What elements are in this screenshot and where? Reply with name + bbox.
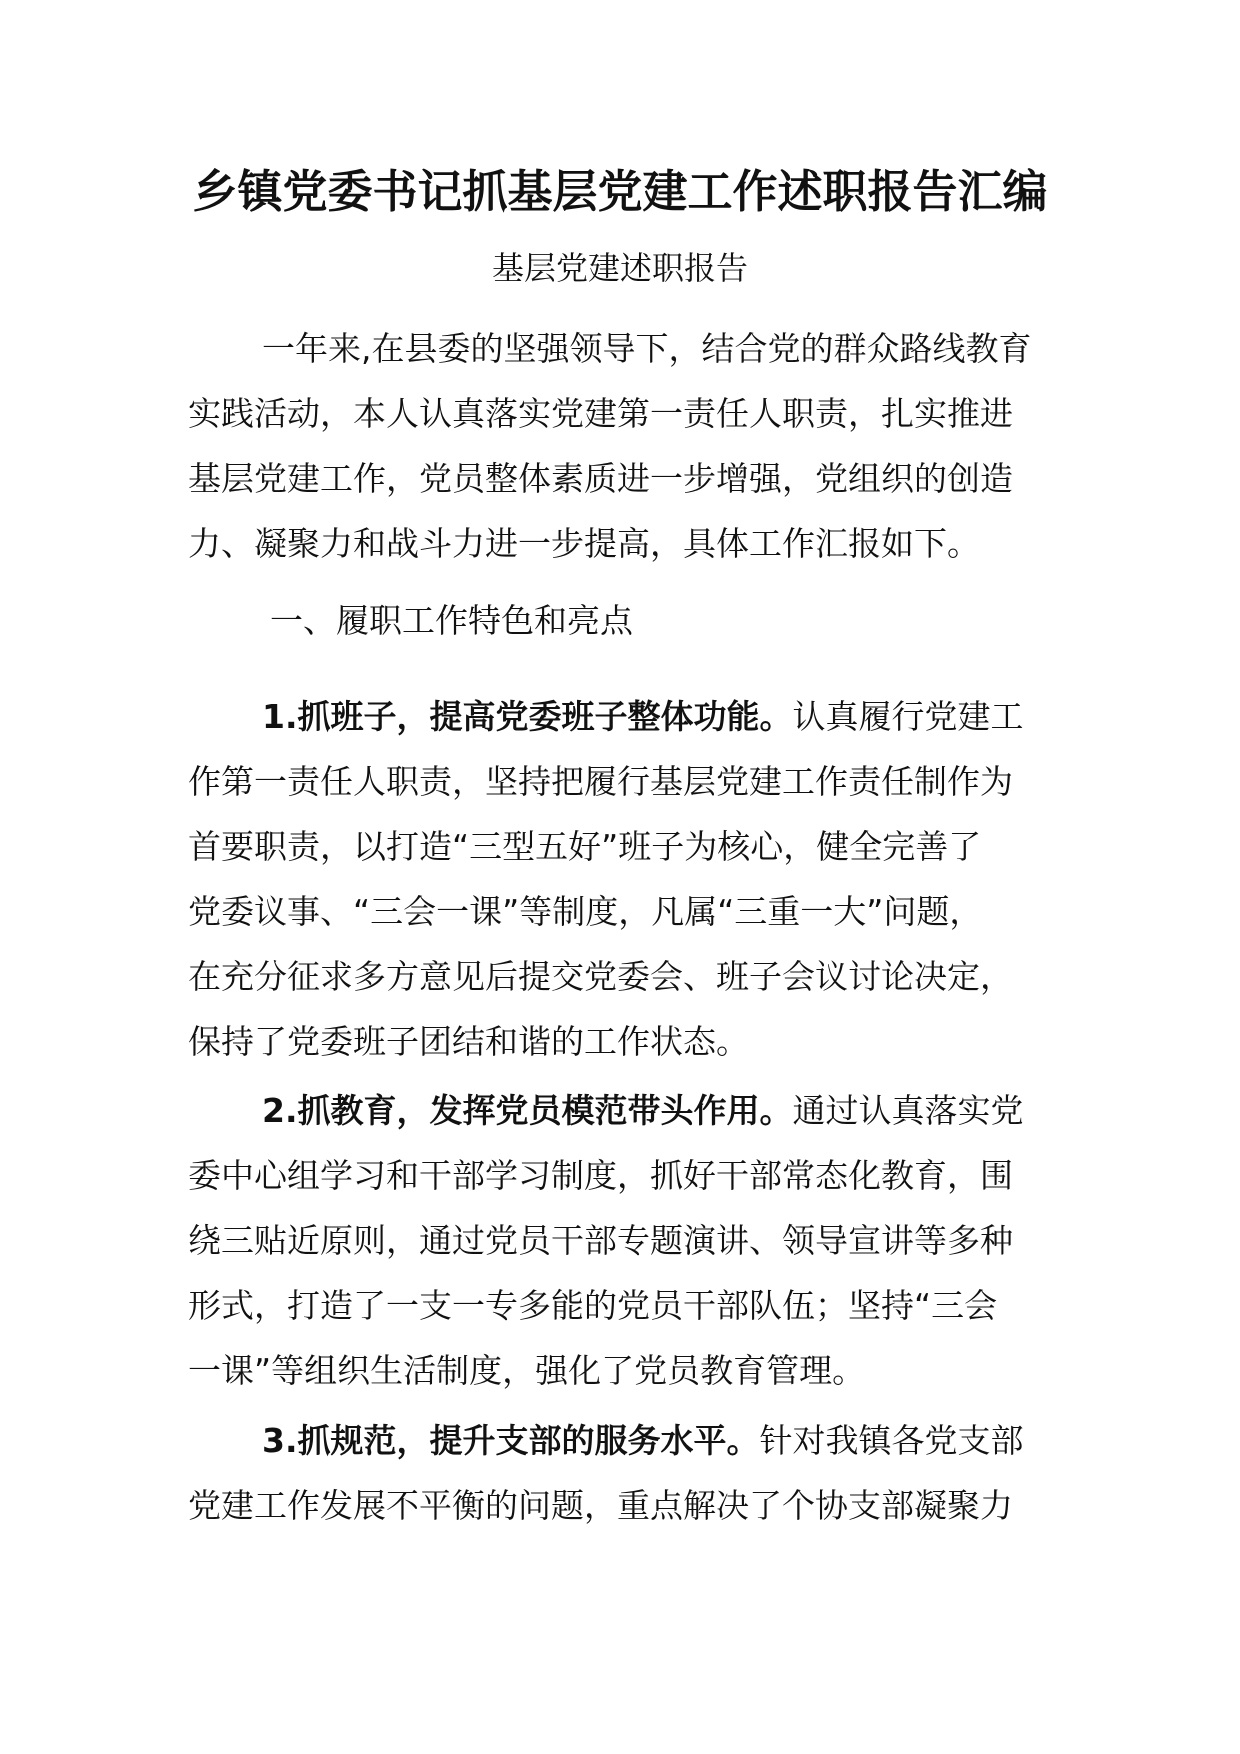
item-first-line xyxy=(188,684,1088,749)
item-first-line-rest: 通过认真落实党 xyxy=(792,1091,1024,1130)
intro-line: 实践活动，本人认真落实党建第一责任人职责，扎实推进 xyxy=(188,394,1013,433)
item-bold-lead: 3.抓规范，提升支部的服务水平。 xyxy=(262,1421,760,1460)
item-paragraph-2 xyxy=(188,1078,1088,1403)
document-title: 乡镇党委书记抓基层党建工作述职报告汇编 xyxy=(192,165,1048,218)
item-first-line xyxy=(188,1408,1088,1473)
item-bold-lead: 1.抓班子，提高党委班子整体功能。 xyxy=(262,697,793,736)
item-line: 作第一责任人职责，坚持把履行基层党建工作责任制作为 xyxy=(188,762,1013,801)
item-line: 绕三贴近原则，通过党员干部专题演讲、领导宣讲等多种 xyxy=(188,1221,1013,1260)
item-line: 保持了党委班子团结和谐的工作状态。 xyxy=(188,1022,749,1061)
item-paragraph-1 xyxy=(188,684,1088,1074)
item-line: 首要职责，以打造“三型五好”班子为核心，健全完善了 xyxy=(188,827,982,866)
item-first-line-rest: 针对我镇各党支部 xyxy=(759,1421,1024,1460)
item-line: 党建工作发展不平衡的问题，重点解决了个协支部凝聚力 xyxy=(188,1486,1013,1525)
item-first-line xyxy=(188,1078,1088,1143)
intro-paragraph xyxy=(188,316,1088,576)
item-line: 形式，打造了一支一专多能的党员干部队伍；坚持“三会 xyxy=(188,1286,998,1325)
item-line: 一课”等组织生活制度，强化了党员教育管理。 xyxy=(188,1351,866,1390)
item-bold-lead: 2.抓教育，发挥党员模范带头作用。 xyxy=(262,1091,793,1130)
section-heading xyxy=(188,588,1088,653)
item-paragraph-3 xyxy=(188,1408,1088,1538)
item-first-line-rest: 认真履行党建工 xyxy=(792,697,1024,736)
intro-line: 一年来,在县委的坚强领导下，结合党的群众路线教育 xyxy=(262,329,1032,368)
item-line: 在充分征求多方意见后提交党委会、班子会议讨论决定， xyxy=(188,957,1013,996)
section-heading-text: 一、履职工作特色和亮点 xyxy=(270,601,633,640)
intro-line: 基层党建工作，党员整体素质进一步增强，党组织的创造 xyxy=(188,459,1013,498)
item-line: 党委议事、“三会一课”等制度，凡属“三重一大”问题， xyxy=(188,892,983,931)
document-subtitle: 基层党建述职报告 xyxy=(491,249,748,287)
item-line: 委中心组学习和干部学习制度，抓好干部常态化教育，围 xyxy=(188,1156,1013,1195)
intro-line: 力、凝聚力和战斗力进一步提高，具体工作汇报如下。 xyxy=(188,524,980,563)
